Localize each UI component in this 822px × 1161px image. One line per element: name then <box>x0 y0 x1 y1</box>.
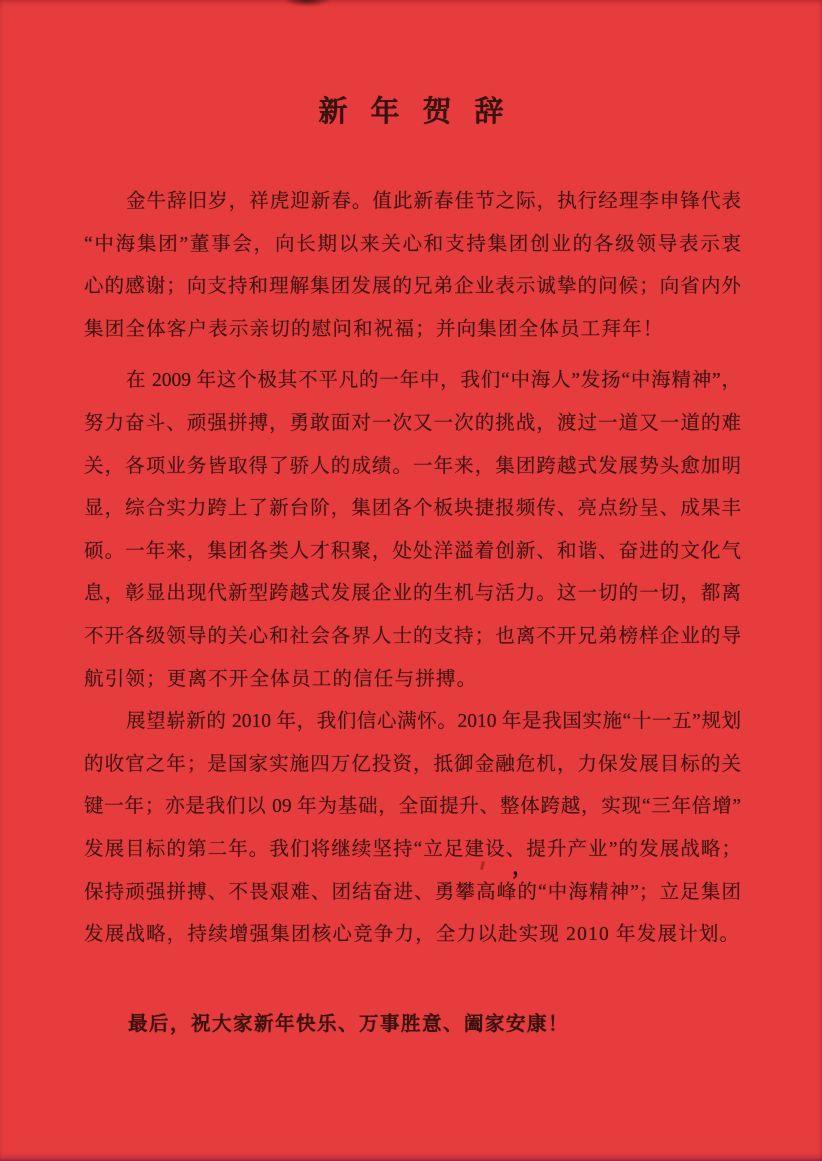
text-line: 心的感谢；向支持和理解集团发展的兄弟企业表示诚挚的问候；向省内外 <box>84 276 741 298</box>
paragraph-greeting <box>84 181 741 351</box>
text-line: 关，各项业务皆取得了骄人的成绩。一年来，集团跨越式发展势头愈加明 <box>84 455 741 477</box>
text-line: 保持顽强拼搏、不畏艰难、团结奋进、勇攀高峰的“中海精神”；立足集团 <box>84 881 741 903</box>
text-line: “中海集团”董事会，向长期以来关心和支持集团创业的各级领导表示衷 <box>84 233 741 255</box>
text-line: 发展战略，持续增强集团核心竞争力，全力以赴实现 2010 年发展计划。 <box>84 924 741 946</box>
scan-smudge-artifact <box>282 0 332 7</box>
text-line: 努力奋斗、顽强拼搏，勇敢面对一次又一次的挑战，渡过一道又一道的难 <box>84 412 741 434</box>
text-line: 航引领；更离不开全体员工的信任与拼搏。 <box>84 668 478 690</box>
closing-wishes-line: 最后，祝大家新年快乐、万事胜意、阖家安康！ <box>128 1013 570 1035</box>
letter-body <box>84 181 741 1046</box>
text-line: 金牛辞旧岁，祥虎迎新春。值此新春佳节之际，执行经理李申锋代表 <box>126 191 741 212</box>
text-line: 不开各级领导的关心和社会各界人士的支持；也离不开兄弟榜样企业的导 <box>84 625 741 647</box>
text-line: 在 2009 年这个极其不平凡的一年中，我们“中海人”发扬“中海精神”， <box>126 370 741 392</box>
text-line: 键一年；亦是我们以 09 年为基础，全面提升、整体跨越，实现“三年倍增” <box>84 796 741 818</box>
text-line: 显，综合实力跨上了新台阶，集团各个板块捷报频传、亮点纷呈、成果丰 <box>84 498 741 520</box>
text-line: 硕。一年来，集团各类人才积聚，处处洋溢着创新、和谐、奋进的文化气 <box>84 540 741 562</box>
text-line: 息，彰显出现代新型跨越式发展企业的生机与活力。这一切的一切，都离 <box>84 583 741 605</box>
stray-ink-mark: ， <box>512 855 533 879</box>
text-line: 发展目标的第二年。我们将继续坚持“立足建设、提升产业”的发展战略； <box>84 838 741 860</box>
text-line: 集团全体客户表示亲切的慰问和祝福；并向集团全体员工拜年！ <box>84 318 664 340</box>
paragraph-review-2009 <box>84 360 741 701</box>
text-line: 展望崭新的 2010 年，我们信心满怀。2010 年是我国实施“十一五”规划 <box>126 711 741 733</box>
document-title: 新年贺辞 <box>318 96 527 128</box>
paragraph-outlook-2010 <box>84 701 741 957</box>
text-line: 的收官之年；是国家实施四万亿投资，抵御金融危机，力保发展目标的关 <box>84 753 741 775</box>
